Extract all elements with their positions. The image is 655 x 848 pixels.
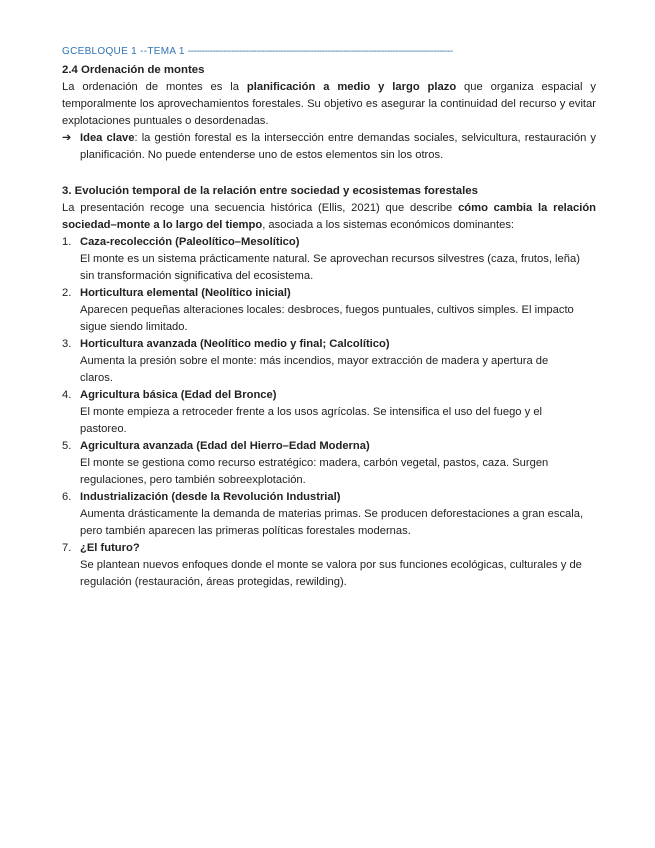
section-2-4-text-part2: que organiza espacial y temporalmente los aprovechamientos forestales. Su objetivo es asegurar la continuidad del recurso y evitar explotaciones puntuales o desordenadas. <box>62 81 597 127</box>
list-item-title: Horticultura elemental (Neolítico inicial) <box>80 287 291 299</box>
list-item-number: 3. <box>62 338 72 350</box>
list-item-description: El monte empieza a retroceder frente a los usos agrícolas. Se intensifica el uso del fuego y el pastoreo. <box>80 406 543 435</box>
list-item-number: 1. <box>62 236 72 248</box>
section-3-intro-part1: La presentación recoge una secuencia histórica (Ellis, 2021) que describe <box>62 202 459 214</box>
list-item <box>62 438 596 489</box>
section-3-intro <box>62 200 596 234</box>
list-item-description: Aumenta drásticamente la demanda de materias primas. Se producen deforestaciones a gran escala, pero también aparecen las primeras políticas forestales modernas. <box>80 508 584 537</box>
list-item <box>62 336 596 387</box>
list-item-description: Se plantean nuevos enfoques donde el monte se valora por sus funciones ecológicas, culturales y de regulación (restauración, áreas protegidas, rewilding). <box>80 559 582 588</box>
arrow-right-icon: ➔ <box>62 132 72 144</box>
list-item-number: 4. <box>62 389 72 401</box>
list-item-number: 2. <box>62 287 72 299</box>
section-3-title: 3. Evolución temporal de la relación entre sociedad y ecosistemas forestales <box>62 185 478 197</box>
document-page <box>62 44 596 591</box>
section-2-4-title: 2.4 Ordenación de montes <box>62 64 205 76</box>
list-item-description: El monte se gestiona como recurso estratégico: madera, carbón vegetal, pastos, caza. Surgen regulaciones, pero también sobreexplotación. <box>80 457 549 486</box>
history-list <box>62 234 596 591</box>
key-idea-item <box>62 130 596 164</box>
section-spacer <box>62 164 596 181</box>
list-item-title: Agricultura avanzada (Edad del Hierro–Edad Moderna) <box>80 440 370 452</box>
section-3-intro-part2: , asociada a los sistemas económicos dominantes: <box>262 219 515 231</box>
list-item-title: Agricultura básica (Edad del Bronce) <box>80 389 277 401</box>
list-item-title: ¿El futuro? <box>80 542 140 554</box>
list-item-title: Industrialización (desde la Revolución Industrial) <box>80 491 341 503</box>
list-item-description: El monte es un sistema prácticamente natural. Se aprovechan recursos silvestres (caza, frutos, leña) sin transformación significativa del ecosistema. <box>80 253 580 282</box>
list-item <box>62 540 596 591</box>
list-item-number: 7. <box>62 542 72 554</box>
list-item-description: Aparecen pequeñas alteraciones locales: desbroces, fuegos puntuales, cultivos simples. El impacto sigue siendo limitado. <box>80 304 574 333</box>
key-idea-description: : la gestión forestal es la intersección entre demandas sociales, selvicultura, restauración y planificación. No puede entenderse uno de estos elementos sin los otros. <box>80 132 596 161</box>
list-item <box>62 489 596 540</box>
list-item-title: Caza-recolección (Paleolítico–Mesolítico) <box>80 236 300 248</box>
key-idea-label: Idea clave <box>80 132 135 144</box>
list-item-title: Horticultura avanzada (Neolítico medio y final; Calcolítico) <box>80 338 390 350</box>
section-3-intro-bold: cómo cambia la relación sociedad–monte a lo largo del tiempo <box>62 202 597 231</box>
list-item <box>62 387 596 438</box>
list-item <box>62 234 596 285</box>
section-2-4-paragraph <box>62 79 596 130</box>
list-item-description: Aumenta la presión sobre el monte: más incendios, mayor extracción de madera y apertura de claros. <box>80 355 549 384</box>
list-item-number: 5. <box>62 440 72 452</box>
section-2-4-text-bold: planificación a medio y largo plazo <box>246 81 457 93</box>
header-dashes: ------------------------------------------------------------------------------------------------- <box>187 46 453 57</box>
list-item-number: 6. <box>62 491 72 503</box>
section-2-4-text-part1: La ordenación de montes es la <box>62 81 247 93</box>
header-prefix: GCEBLOQUE 1 --TEMA 1 <box>62 46 188 57</box>
list-item <box>62 285 596 336</box>
key-idea-text <box>80 130 596 164</box>
document-header <box>62 44 596 60</box>
